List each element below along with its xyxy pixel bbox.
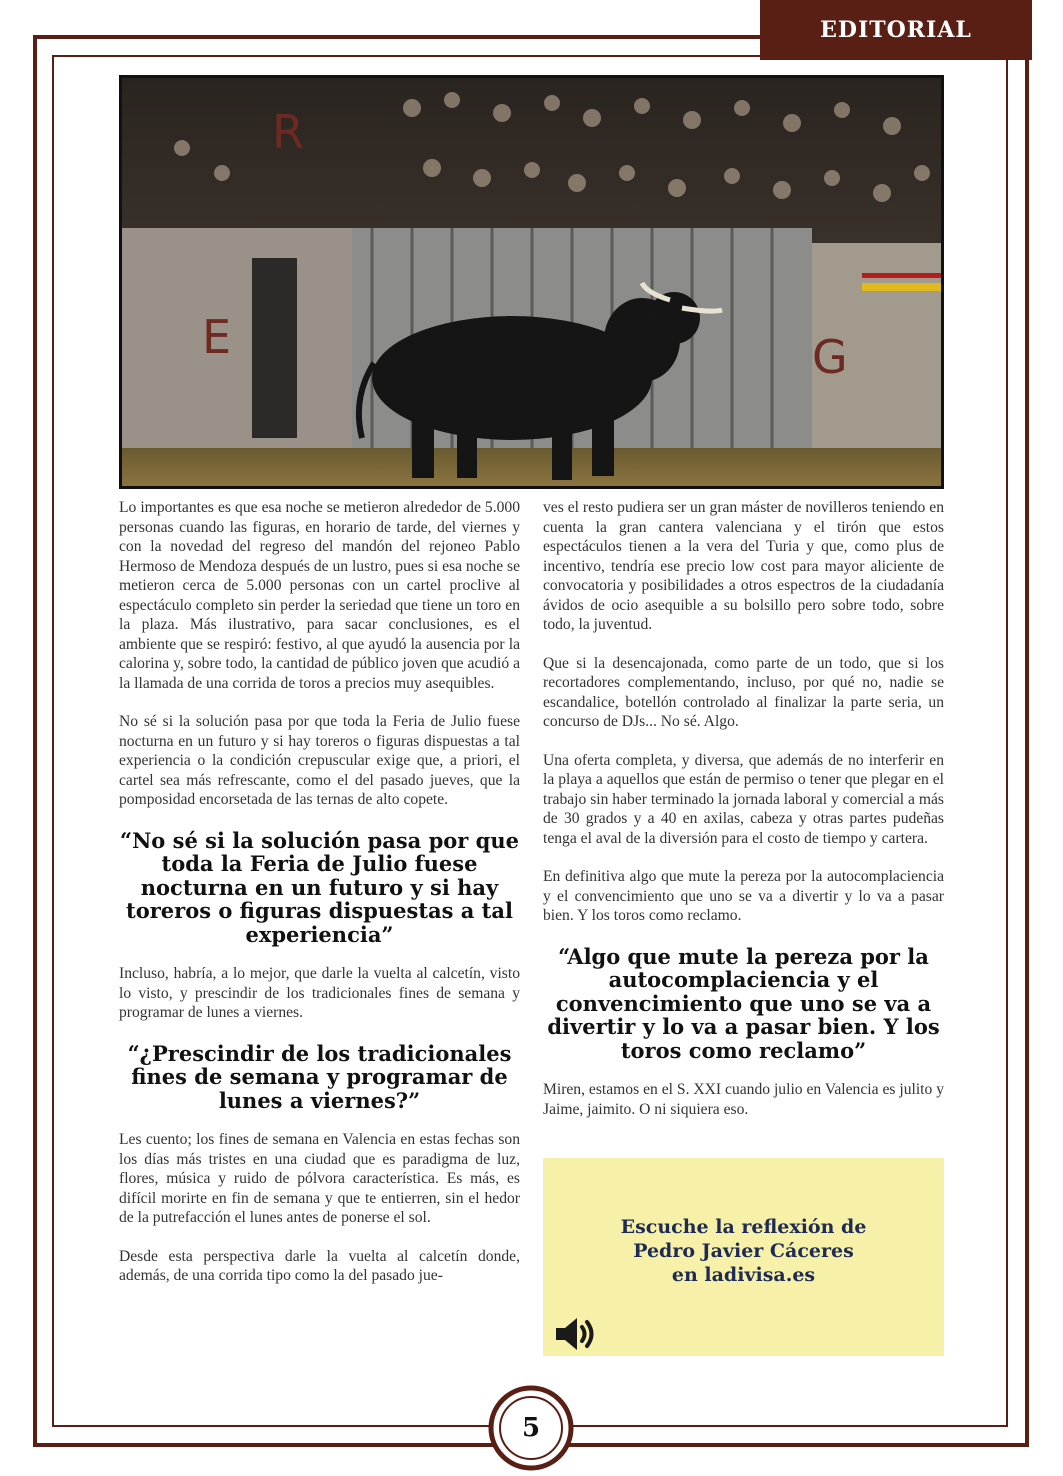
- left-paragraph-2: No sé si la solución pasa por que toda la Feria de Julio fuese nocturna en un futuro y si hay toreros o figuras dispuestas a tal experiencia o la condición crepuscular exige que, a priori, el cartel sea más refrescante, como el del pasado jueves, que la pomposidad encorsetada de las ternas de alto copete.: [119, 713, 520, 808]
- banner-letter-r: R: [272, 105, 304, 159]
- audio-promo-line-1: Escuche la reflexión de: [620, 1216, 867, 1238]
- bullfight-photo: [119, 75, 944, 489]
- banner-letter-e: E: [202, 310, 232, 364]
- pull-quote-3: “Algo que mute la pereza por la autocomplaciencia y el convencimiento que uno se va a divertir y lo va a pasar bien. Y los toros como reclamo”: [547, 943, 940, 1063]
- right-column: [543, 498, 944, 1138]
- right-paragraph-1: ves el resto pudiera ser un gran máster de novilleros teniendo en cuenta la gran cantera valenciana y el tirón que estos espectáculos tienen a la vera del Turia y que, como plus de incentivo, tendría ese precio low cost para mayor aliciente de convocatoria y posibilidades a otros espectros de la ciudadanía ávidos de ocio asequible a su bolsillo pero sobre todo, sobre todo, la juventud.: [543, 499, 944, 633]
- audio-promo-line-2: Pedro Javier Cáceres: [633, 1240, 854, 1262]
- left-paragraph-1: Lo importantes es que esa noche se metieron alrededor de 5.000 personas cuando las figuras, en horario de tarde, del viernes y con la novedad del regreso del mandón del rejoneo Pablo Hermoso de Mendoza después de un lustro, pues si esa noche se metieron cerca de 5.000 personas con un cartel proclive al espectáculo completo sin perder la seriedad que tiene un toro en la plaza. Más ilustrativo, para sacar conclusiones, es el ambiente que se respiró: festivo, al que ayudó la ausencia por la calorina y, sobre todo, la cantidad de público joven que acudió a la llamada de una corrida de toros a precios muy asequibles.: [119, 499, 521, 692]
- section-title: EDITORIAL: [820, 17, 972, 43]
- left-paragraph-3: Incluso, habría, a lo mejor, que darle la vuelta al calcetín, visto lo visto, y prescindir de los tradicionales fines de semana y programar de lunes a viernes.: [119, 965, 520, 1021]
- audio-promo-box[interactable]: [543, 1158, 944, 1356]
- right-paragraph-5: Miren, estamos en el S. XXI cuando julio en Valencia es julito y Jaime, jaimito. O ni siquiera eso.: [543, 1081, 944, 1118]
- left-paragraph-5: Desde esta perspectiva darle la vuelta al calcetín donde, además, de una corrida tipo como la del pasado jue-: [119, 1247, 520, 1284]
- audio-promo-text[interactable]: [543, 1215, 944, 1287]
- audio-promo-line-3[interactable]: en ladivisa.es: [671, 1264, 816, 1286]
- pull-quote-2: “¿Prescindir de los tradicionales fines de semana y programar de lunes a viernes?”: [127, 1040, 512, 1113]
- pull-quote-1: “No sé si la solución pasa por que toda la Feria de Julio fuese nocturna en un futuro y si hay toreros o figuras dispuestas a tal experiencia”: [120, 827, 519, 947]
- left-paragraph-4: Les cuento; los fines de semana en Valencia en estas fechas son los días más tristes en una ciudad que es paradigma de luz, flores, música y ruido de pólvora característica. Es más, es difícil morirte en fin de semana y que te entierren, sin el hedor de la putrefacción el lunes antes de ponerse el sol.: [119, 1131, 520, 1226]
- banner-letter-g: G: [812, 330, 848, 384]
- right-paragraph-2: Que si la desencajonada, como parte de un todo, que si los recortadores complementando, incluso, por qué no, nadie se escandalice, botellón controlado al finalizar la parte seria, un concurso de DJs... No sé. Algo.: [543, 654, 944, 730]
- left-column: [119, 498, 520, 1305]
- right-paragraph-4: En definitiva algo que mute la pereza por la autocomplaciencia y el convencimiento que uno se va a divertir y lo va a pasar bien. Y los toros como reclamo.: [543, 868, 944, 924]
- speaker-icon[interactable]: [553, 1314, 599, 1354]
- page-number: 5: [521, 1413, 541, 1443]
- section-tab: [760, 0, 1032, 60]
- bull-in-arena-image: [122, 78, 941, 486]
- page-number-badge: [488, 1385, 574, 1471]
- right-paragraph-3: Una oferta completa, y diversa, que además de no interferir en la playa a aquellos que están de permiso o tener que plegar en el trabajo sin haber terminado la jornada laboral y comercial a más de 30 grados y a 40 en axilas, cabeza y otras partes pudeñas tenga el aval de la diversión para el costo de tiempo y cartera.: [543, 751, 944, 847]
